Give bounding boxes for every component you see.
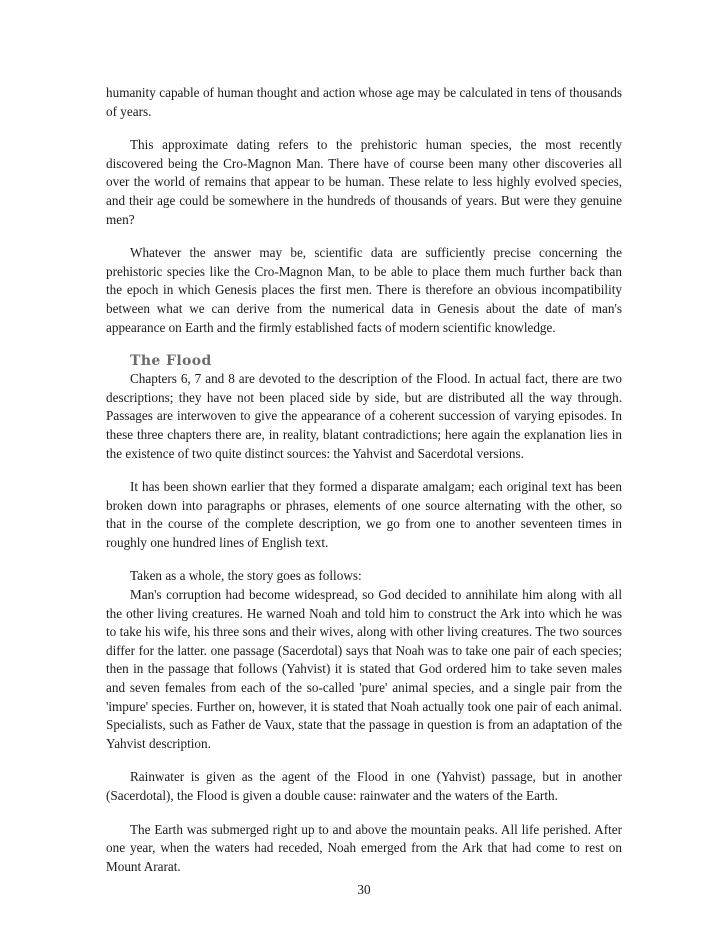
paragraph-earth-submerged: The Earth was submerged right up to and above the mountain peaks. All life perished. After one year, when the waters had receded, Noah emerged from the Ark that had come to rest on Mount Ararat. — [106, 821, 622, 874]
section-heading-flood: The Flood — [130, 353, 212, 370]
page-number: 30 — [357, 882, 371, 897]
paragraph-continuation: humanity capable of human thought and action whose age may be calculated in tens of thousands of years. — [106, 85, 622, 119]
paragraph-incompatibility: Whatever the answer may be, scientific data are sufficiently precise concerning the prehistoric species like the Cro-Magnon Man, to be able to place them much further back than the epoch in which Genesis places the first men. There is therefore an obvious incompatibility between what we can derive from the numerical data in Genesis about the date of man's appearance on Earth and the firmly established facts of modern scientific knowledge. — [106, 245, 622, 335]
page-body — [106, 84, 622, 891]
paragraph-mans-corruption: Man's corruption had become widespread, so God decided to annihilate him along with all the other living creatures. He warned Noah and told him to construct the Ark into which he was to take his wife, his three sons and their wives, along with other living creatures. The two sources differ for the latter. one passage (Sacerdotal) says that Noah was to take one pair of each species; then in the passage that follows (Yahvist) it is stated that God ordered him to take seven males and seven females from each of the so-called 'pure' animal species, and a single pair from the 'impure' species. Further on, however, it is stated that Noah actually took one pair of each animal. Specialists, such as Father de Vaux, state that the passage in question is from an adaptation of the Yahvist description. — [106, 587, 622, 751]
paragraph-disparate-amalgam: It has been shown earlier that they formed a disparate amalgam; each original text has been broken down into paragraphs or phrases, elements of one source alternating with the other, so that in the course of the complete description, we go from one to another seventeen times in roughly one hundred lines of English text. — [106, 479, 622, 550]
paragraph-rainwater: Rainwater is given as the agent of the Flood in one (Yahvist) passage, but in another (Sacerdotal), the Flood is given a double cause: rainwater and the waters of the Earth. — [106, 769, 622, 803]
paragraph-flood-descriptions: Chapters 6, 7 and 8 are devoted to the description of the Flood. In actual fact, there are two descriptions; they have not been placed side by side, but are distributed all the way through. Passages are interwoven to give the appearance of a coherent succession of varying episodes. In these three chapters there are, in reality, blatant contradictions; here again the explanation lies in the existence of two quite distinct sources: the Yahvist and Sacerdotal versions. — [106, 371, 622, 461]
paragraph-prehistoric-dating: This approximate dating refers to the prehistoric human species, the most recently discovered being the Cro-Magnon Man. There have of course been many other discoveries all over the world of remains that appear to be human. These relate to less highly evolved species, and their age could be somewhere in the hundreds of thousands of years. But were they genuine men? — [106, 137, 622, 227]
paragraph-story-intro: Taken as a whole, the story goes as follows: — [130, 568, 362, 584]
